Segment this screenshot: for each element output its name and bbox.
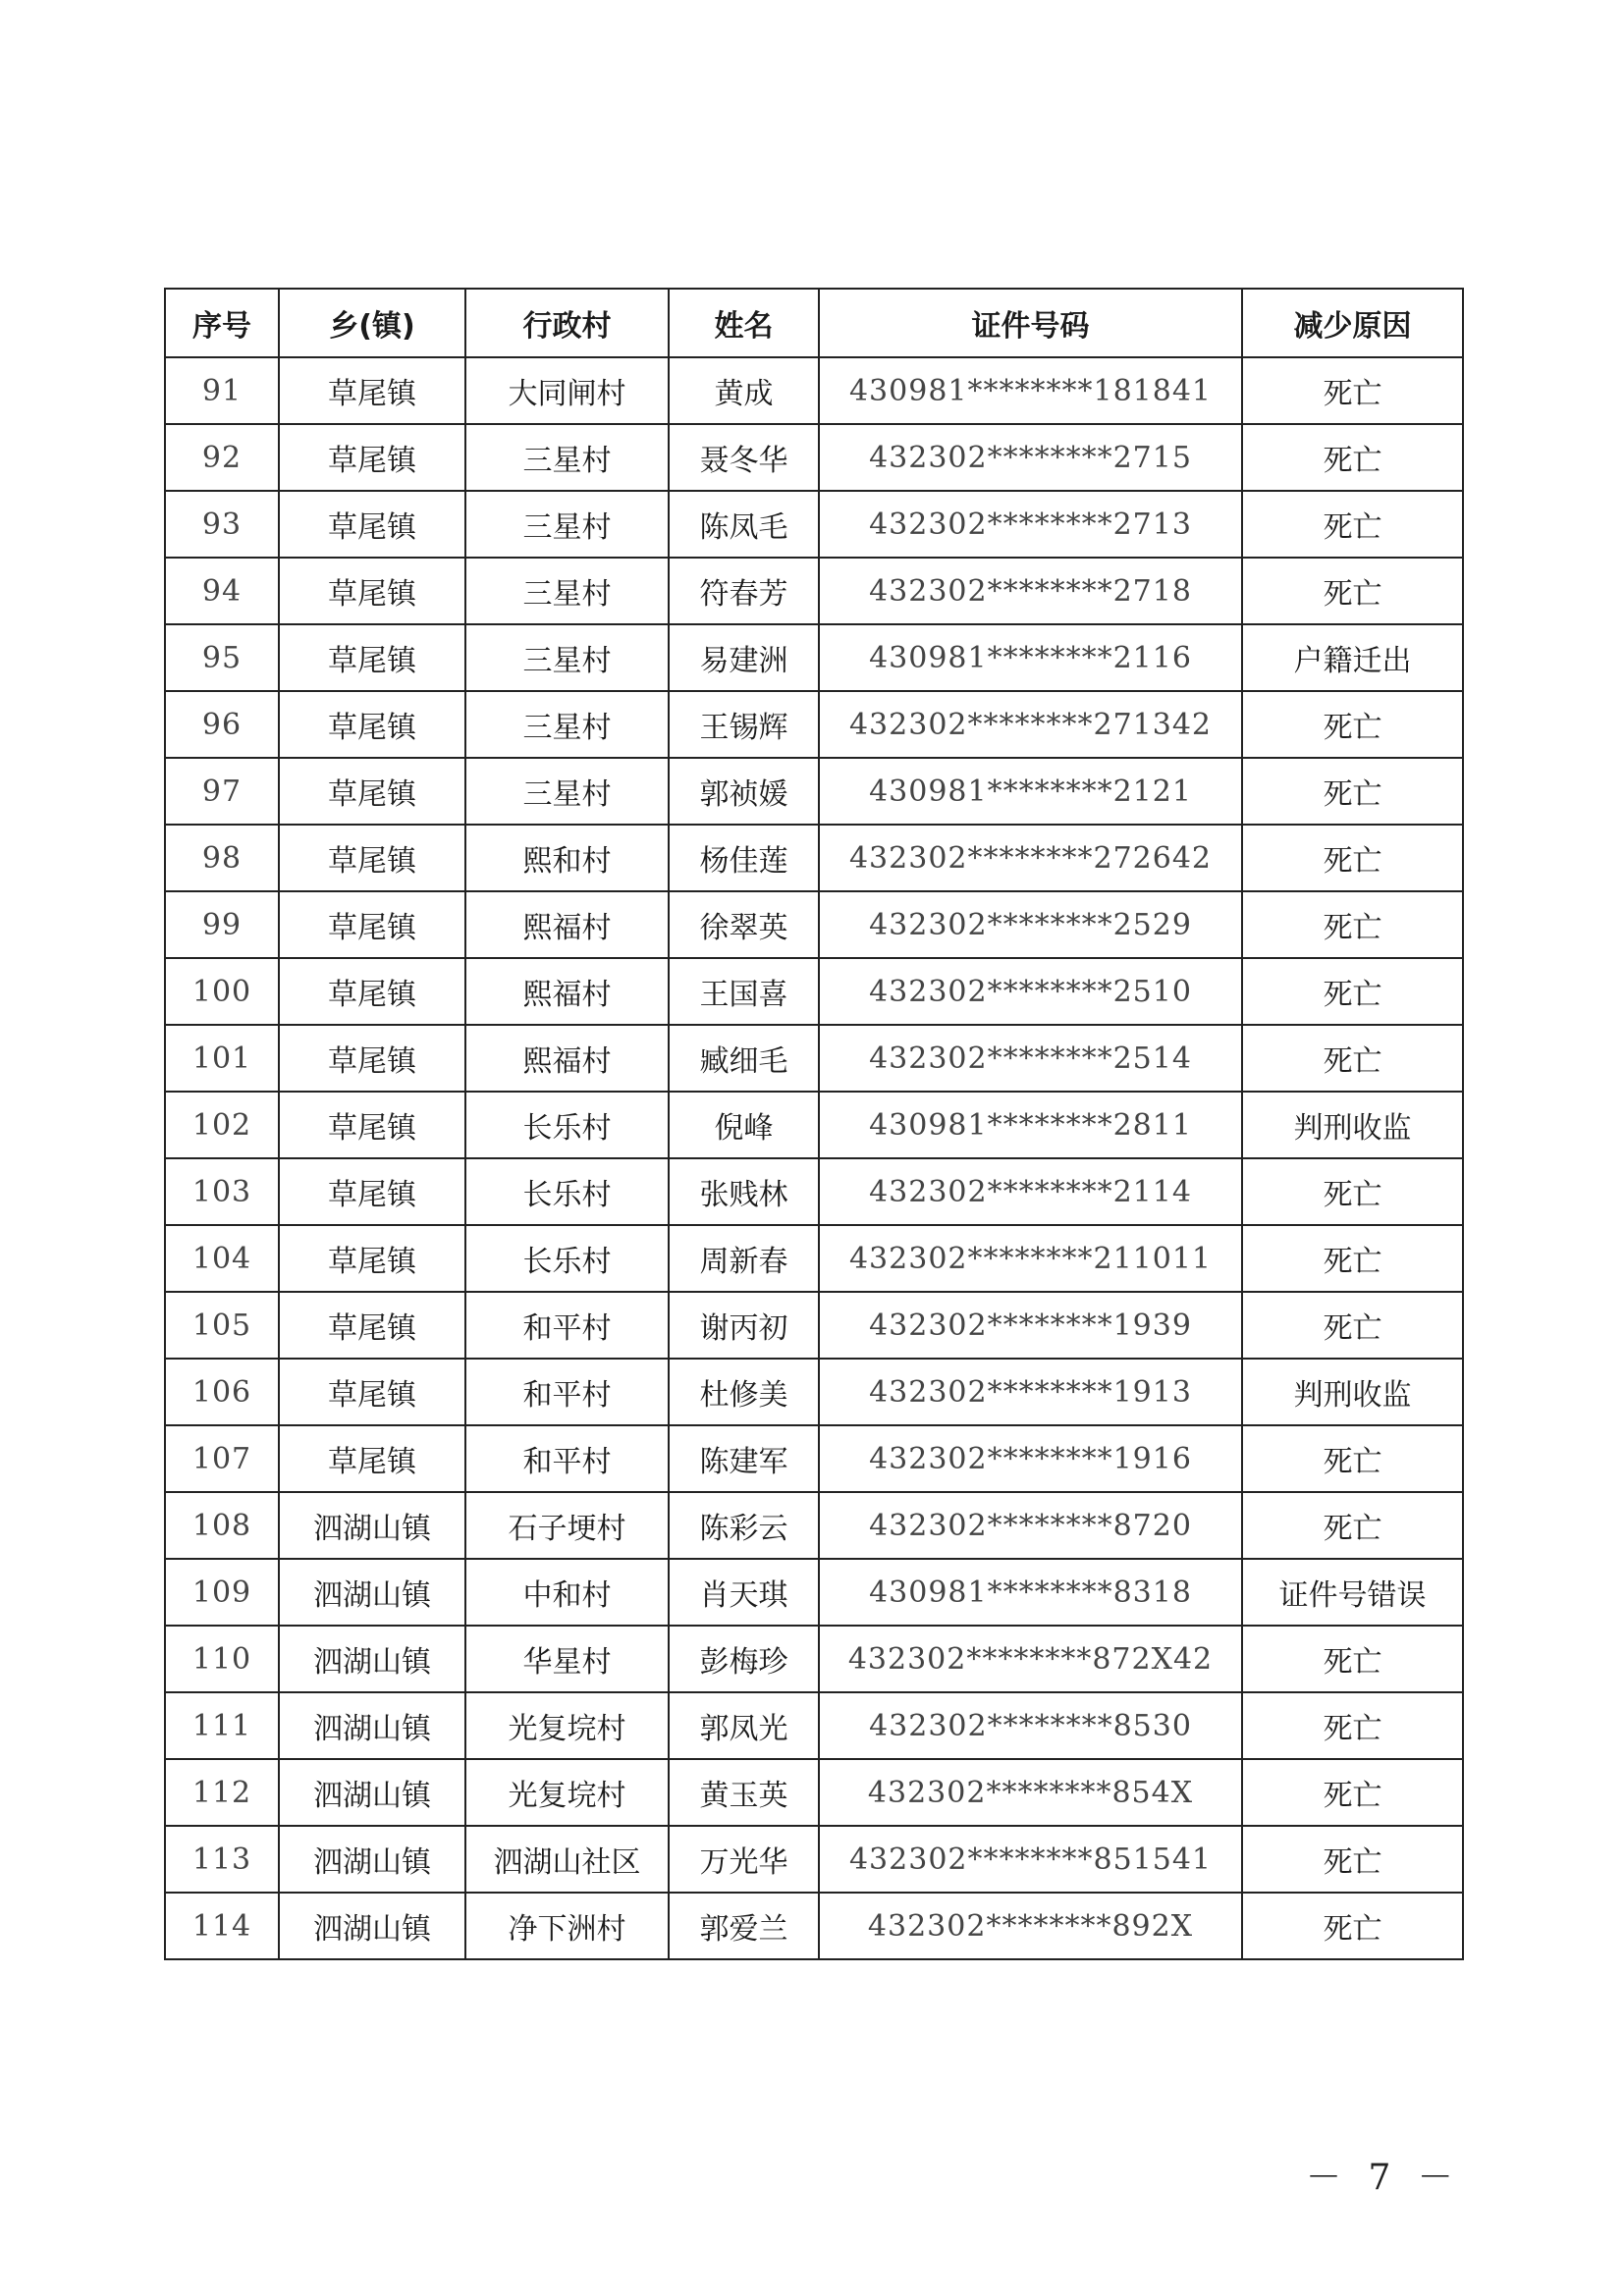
reduction-reason-cell: 户籍迁出: [1242, 624, 1463, 691]
name-cell: 陈凤毛: [669, 491, 819, 558]
table-row: [165, 1025, 1463, 1092]
village-cell: 三星村: [465, 558, 669, 624]
name-cell: 倪峰: [669, 1092, 819, 1158]
village-cell: 长乐村: [465, 1225, 669, 1292]
township-cell: 草尾镇: [279, 1092, 465, 1158]
reduction-reason-cell: 死亡: [1242, 891, 1463, 958]
township-cell: 草尾镇: [279, 1225, 465, 1292]
township-cell: 草尾镇: [279, 1425, 465, 1492]
serial-number-cell: 100: [165, 958, 279, 1025]
village-cell: 和平村: [465, 1425, 669, 1492]
village-cell: 三星村: [465, 758, 669, 825]
id-number-cell: 430981********8318: [819, 1559, 1242, 1626]
township-cell: 草尾镇: [279, 1292, 465, 1359]
township-cell: 草尾镇: [279, 424, 465, 491]
name-cell: 彭梅珍: [669, 1626, 819, 1692]
name-cell: 杜修美: [669, 1359, 819, 1425]
id-number-cell: 432302********2114: [819, 1158, 1242, 1225]
reduction-reason-cell: 死亡: [1242, 1025, 1463, 1092]
table-row: [165, 1893, 1463, 1959]
name-cell: 郭祯媛: [669, 758, 819, 825]
name-cell: 黄成: [669, 357, 819, 424]
table-row: [165, 1292, 1463, 1359]
reduction-reason-cell: 死亡: [1242, 1626, 1463, 1692]
header-village: 行政村: [465, 289, 669, 357]
village-cell: 光复垸村: [465, 1692, 669, 1759]
name-cell: 黄玉英: [669, 1759, 819, 1826]
serial-number-cell: 99: [165, 891, 279, 958]
reduction-reason-cell: 死亡: [1242, 357, 1463, 424]
table-row: [165, 357, 1463, 424]
township-cell: 泗湖山镇: [279, 1893, 465, 1959]
reduction-reason-cell: 死亡: [1242, 691, 1463, 758]
name-cell: 张贱林: [669, 1158, 819, 1225]
village-cell: 华星村: [465, 1626, 669, 1692]
header-reduction-reason: 减少原因: [1242, 289, 1463, 357]
serial-number-cell: 97: [165, 758, 279, 825]
serial-number-cell: 103: [165, 1158, 279, 1225]
village-cell: 熙和村: [465, 825, 669, 891]
village-cell: 三星村: [465, 691, 669, 758]
table-row: [165, 1559, 1463, 1626]
serial-number-cell: 114: [165, 1893, 279, 1959]
table-row: [165, 891, 1463, 958]
serial-number-cell: 106: [165, 1359, 279, 1425]
reduction-reason-cell: 死亡: [1242, 1292, 1463, 1359]
name-cell: 王锡辉: [669, 691, 819, 758]
table-row: [165, 1359, 1463, 1425]
township-cell: 草尾镇: [279, 357, 465, 424]
reduction-reason-cell: 死亡: [1242, 1225, 1463, 1292]
roster-table: [164, 288, 1464, 1960]
name-cell: 陈彩云: [669, 1492, 819, 1559]
reduction-reason-cell: 死亡: [1242, 1492, 1463, 1559]
serial-number-cell: 92: [165, 424, 279, 491]
serial-number-cell: 111: [165, 1692, 279, 1759]
header-township: 乡(镇): [279, 289, 465, 357]
id-number-cell: 432302********2718: [819, 558, 1242, 624]
township-cell: 草尾镇: [279, 1158, 465, 1225]
id-number-cell: 432302********1939: [819, 1292, 1242, 1359]
id-number-cell: 432302********2510: [819, 958, 1242, 1025]
township-cell: 草尾镇: [279, 691, 465, 758]
table-header-row: [165, 289, 1463, 357]
village-cell: 长乐村: [465, 1092, 669, 1158]
township-cell: 草尾镇: [279, 491, 465, 558]
name-cell: 符春芳: [669, 558, 819, 624]
reduction-reason-cell: 判刑收监: [1242, 1092, 1463, 1158]
village-cell: 熙福村: [465, 958, 669, 1025]
reduction-reason-cell: 死亡: [1242, 1158, 1463, 1225]
id-number-cell: 432302********892X: [819, 1893, 1242, 1959]
reduction-reason-cell: 死亡: [1242, 958, 1463, 1025]
table-row: [165, 825, 1463, 891]
name-cell: 易建洲: [669, 624, 819, 691]
reduction-reason-cell: 死亡: [1242, 1759, 1463, 1826]
header-id-number: 证件号码: [819, 289, 1242, 357]
reduction-reason-cell: 死亡: [1242, 1826, 1463, 1893]
village-cell: 长乐村: [465, 1158, 669, 1225]
name-cell: 万光华: [669, 1826, 819, 1893]
name-cell: 郭爱兰: [669, 1893, 819, 1959]
reduction-reason-cell: 死亡: [1242, 1692, 1463, 1759]
name-cell: 聂冬华: [669, 424, 819, 491]
id-number-cell: 432302********271342: [819, 691, 1242, 758]
name-cell: 陈建军: [669, 1425, 819, 1492]
serial-number-cell: 107: [165, 1425, 279, 1492]
serial-number-cell: 96: [165, 691, 279, 758]
table-row: [165, 558, 1463, 624]
village-cell: 中和村: [465, 1559, 669, 1626]
id-number-cell: 430981********2116: [819, 624, 1242, 691]
table-row: [165, 958, 1463, 1025]
reduction-reason-cell: 死亡: [1242, 424, 1463, 491]
id-number-cell: 432302********272642: [819, 825, 1242, 891]
name-cell: 郭凤光: [669, 1692, 819, 1759]
township-cell: 草尾镇: [279, 958, 465, 1025]
table-row: [165, 1759, 1463, 1826]
table-row: [165, 1692, 1463, 1759]
table-row: [165, 1626, 1463, 1692]
township-cell: 草尾镇: [279, 758, 465, 825]
id-number-cell: 432302********1913: [819, 1359, 1242, 1425]
id-number-cell: 432302********2715: [819, 424, 1242, 491]
name-cell: 肖天琪: [669, 1559, 819, 1626]
village-cell: 和平村: [465, 1292, 669, 1359]
id-number-cell: 432302********851541: [819, 1826, 1242, 1893]
id-number-cell: 430981********2121: [819, 758, 1242, 825]
reduction-reason-cell: 死亡: [1242, 558, 1463, 624]
id-number-cell: 432302********854X: [819, 1759, 1242, 1826]
village-cell: 熙福村: [465, 891, 669, 958]
id-number-cell: 432302********2713: [819, 491, 1242, 558]
village-cell: 三星村: [465, 424, 669, 491]
table-row: [165, 1225, 1463, 1292]
id-number-cell: 432302********211011: [819, 1225, 1242, 1292]
serial-number-cell: 101: [165, 1025, 279, 1092]
id-number-cell: 430981********181841: [819, 357, 1242, 424]
township-cell: 泗湖山镇: [279, 1826, 465, 1893]
table-row: [165, 758, 1463, 825]
reduction-reason-cell: 死亡: [1242, 1893, 1463, 1959]
village-cell: 石子埂村: [465, 1492, 669, 1559]
township-cell: 草尾镇: [279, 1025, 465, 1092]
serial-number-cell: 102: [165, 1092, 279, 1158]
id-number-cell: 432302********872X42: [819, 1626, 1242, 1692]
id-number-cell: 432302********2529: [819, 891, 1242, 958]
table-row: [165, 1158, 1463, 1225]
village-cell: 熙福村: [465, 1025, 669, 1092]
serial-number-cell: 113: [165, 1826, 279, 1893]
name-cell: 谢丙初: [669, 1292, 819, 1359]
township-cell: 泗湖山镇: [279, 1559, 465, 1626]
serial-number-cell: 94: [165, 558, 279, 624]
reduction-reason-cell: 死亡: [1242, 491, 1463, 558]
township-cell: 草尾镇: [279, 825, 465, 891]
township-cell: 草尾镇: [279, 558, 465, 624]
table-row: [165, 1826, 1463, 1893]
page-number: － 7 －: [1306, 2158, 1461, 2198]
serial-number-cell: 109: [165, 1559, 279, 1626]
township-cell: 泗湖山镇: [279, 1759, 465, 1826]
village-cell: 光复垸村: [465, 1759, 669, 1826]
serial-number-cell: 110: [165, 1626, 279, 1692]
township-cell: 泗湖山镇: [279, 1492, 465, 1559]
serial-number-cell: 104: [165, 1225, 279, 1292]
serial-number-cell: 105: [165, 1292, 279, 1359]
table-body: [165, 357, 1463, 1959]
name-cell: 臧细毛: [669, 1025, 819, 1092]
table-row: [165, 424, 1463, 491]
id-number-cell: 432302********1916: [819, 1425, 1242, 1492]
table-row: [165, 624, 1463, 691]
village-cell: 三星村: [465, 624, 669, 691]
name-cell: 周新春: [669, 1225, 819, 1292]
table-row: [165, 1425, 1463, 1492]
village-cell: 三星村: [465, 491, 669, 558]
table-row: [165, 691, 1463, 758]
serial-number-cell: 95: [165, 624, 279, 691]
village-cell: 净下洲村: [465, 1893, 669, 1959]
table-row: [165, 1092, 1463, 1158]
table-row: [165, 491, 1463, 558]
name-cell: 王国喜: [669, 958, 819, 1025]
township-cell: 草尾镇: [279, 1359, 465, 1425]
serial-number-cell: 98: [165, 825, 279, 891]
reduction-reason-cell: 死亡: [1242, 1425, 1463, 1492]
id-number-cell: 430981********2811: [819, 1092, 1242, 1158]
village-cell: 大同闸村: [465, 357, 669, 424]
village-cell: 泗湖山社区: [465, 1826, 669, 1893]
township-cell: 泗湖山镇: [279, 1626, 465, 1692]
serial-number-cell: 91: [165, 357, 279, 424]
serial-number-cell: 108: [165, 1492, 279, 1559]
name-cell: 徐翠英: [669, 891, 819, 958]
table-row: [165, 1492, 1463, 1559]
reduction-reason-cell: 死亡: [1242, 825, 1463, 891]
township-cell: 草尾镇: [279, 624, 465, 691]
id-number-cell: 432302********2514: [819, 1025, 1242, 1092]
serial-number-cell: 112: [165, 1759, 279, 1826]
reduction-reason-cell: 判刑收监: [1242, 1359, 1463, 1425]
header-serial-number: 序号: [165, 289, 279, 357]
name-cell: 杨佳莲: [669, 825, 819, 891]
serial-number-cell: 93: [165, 491, 279, 558]
reduction-reason-cell: 证件号错误: [1242, 1559, 1463, 1626]
reduction-reason-cell: 死亡: [1242, 758, 1463, 825]
id-number-cell: 432302********8530: [819, 1692, 1242, 1759]
township-cell: 泗湖山镇: [279, 1692, 465, 1759]
header-name: 姓名: [669, 289, 819, 357]
id-number-cell: 432302********8720: [819, 1492, 1242, 1559]
township-cell: 草尾镇: [279, 891, 465, 958]
village-cell: 和平村: [465, 1359, 669, 1425]
